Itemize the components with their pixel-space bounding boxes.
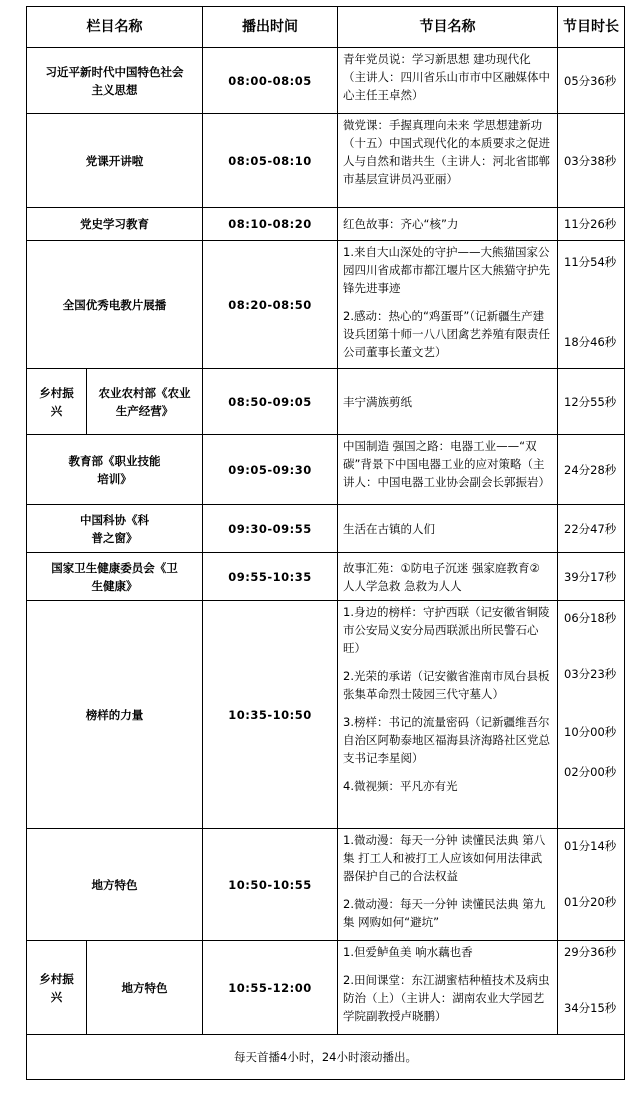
schedule-table (26, 6, 625, 1080)
duration-cell (558, 601, 625, 829)
duration-item: 01分20秒 (564, 895, 617, 909)
header-duration: 节目时长 (558, 7, 625, 48)
table-row (27, 941, 625, 1035)
duration-item: 06分18秒 (564, 611, 617, 625)
program-name-cell (338, 601, 558, 829)
air-time-cell: 09:55-10:35 (203, 553, 338, 601)
column-name-cell: 全国优秀电教片展播 (27, 241, 203, 369)
program-item: 1.微动漫：每天一分钟 读懂民法典 第八集 打工人和被打工人应该如何用法律武器保护自己的合法权益 (343, 833, 546, 883)
program-name-cell: 青年党员说：学习新思想 建功现代化（主讲人：四川省乐山市市中区融媒体中心主任王卓然） (338, 48, 558, 114)
program-name-cell: 微党课：手握真理向未来 学思想建新功（十五）中国式现代化的本质要求之促进人与自然和谐共生（主讲人：河北省邯郸市基层宣讲员冯亚丽） (338, 114, 558, 208)
header-program-name: 节目名称 (338, 7, 558, 48)
table-row (27, 829, 625, 941)
program-name-cell (338, 241, 558, 369)
duration-item: 11分54秒 (564, 255, 617, 269)
footer-note: 每天首播4小时，24小时滚动播出。 (27, 1035, 625, 1080)
column-group-cell: 乡村振兴 (27, 369, 87, 435)
program-item: 4.微视频：平凡亦有光 (343, 779, 458, 793)
column-name-cell: 习近平新时代中国特色社会主义思想 (27, 48, 203, 114)
column-name-cell: 党史学习教育 (27, 208, 203, 241)
program-name-cell: 故事汇苑：①防电子沉迷 强家庭教育②人人学急救 急救为人人 (338, 553, 558, 601)
duration-item: 34分15秒 (564, 1001, 617, 1015)
duration-item: 02分00秒 (564, 765, 617, 779)
program-item: 1.来自大山深处的守护——大熊猫国家公园四川省成都市都江堰片区大熊猫守护先锋先进事迹 (343, 245, 550, 295)
column-group-cell: 乡村振兴 (27, 941, 87, 1035)
table-row (27, 208, 625, 241)
duration-cell: 24分28秒 (558, 435, 625, 505)
duration-cell: 12分55秒 (558, 369, 625, 435)
program-item: 2.光荣的承诺（记安徽省淮南市凤台县板张集革命烈士陵园三代守墓人） (343, 669, 550, 701)
table-row (27, 241, 625, 369)
header-column-name: 栏目名称 (27, 7, 203, 48)
duration-cell: 05分36秒 (558, 48, 625, 114)
column-name-cell: 教育部《职业技能培训》 (27, 435, 203, 505)
air-time-cell: 08:05-08:10 (203, 114, 338, 208)
column-name-cell: 榜样的力量 (27, 601, 203, 829)
program-name-cell: 丰宁满族剪纸 (338, 369, 558, 435)
table-row (27, 435, 625, 505)
air-time-cell: 08:10-08:20 (203, 208, 338, 241)
air-time-cell: 09:30-09:55 (203, 505, 338, 553)
duration-cell: 22分47秒 (558, 505, 625, 553)
duration-item: 01分14秒 (564, 839, 617, 853)
program-name-cell: 中国制造 强国之路：电器工业——“双碳”背景下中国电器工业的应对策略（主讲人：中国电器工业协会副会长郭振岩） (338, 435, 558, 505)
air-time-cell: 08:00-08:05 (203, 48, 338, 114)
program-item: 2.田间课堂：东江湖蜜桔种植技术及病虫防治（上）（主讲人：湖南农业大学园艺学院副教授卢晓鹏） (343, 973, 550, 1023)
program-name-cell: 生活在古镇的人们 (338, 505, 558, 553)
column-name-cell: 农业农村部《农业生产经营》 (87, 369, 203, 435)
column-name-cell: 地方特色 (27, 829, 203, 941)
column-name-cell: 中国科协《科普之窗》 (27, 505, 203, 553)
table-row (27, 369, 625, 435)
program-item: 3.榜样：书记的流量密码（记新疆维吾尔自治区阿勒泰地区福海县济海路社区党总支书记李星阅） (343, 715, 550, 765)
duration-cell: 11分26秒 (558, 208, 625, 241)
table-row (27, 114, 625, 208)
duration-cell (558, 941, 625, 1035)
program-item: 1.身边的榜样：守护西联（记安徽省铜陵市公安局义安分局西联派出所民警石心旺） (343, 605, 550, 655)
air-time-cell: 08:50-09:05 (203, 369, 338, 435)
header-air-time: 播出时间 (203, 7, 338, 48)
footer-row (27, 1035, 625, 1080)
air-time-cell: 08:20-08:50 (203, 241, 338, 369)
program-item: 2.微动漫：每天一分钟 读懂民法典 第九集 网购如何“避坑” (343, 897, 546, 929)
duration-cell (558, 241, 625, 369)
air-time-cell: 10:35-10:50 (203, 601, 338, 829)
duration-cell: 03分38秒 (558, 114, 625, 208)
duration-cell: 39分17秒 (558, 553, 625, 601)
duration-item: 03分23秒 (564, 667, 617, 681)
program-name-cell: 红色故事：齐心“核”力 (338, 208, 558, 241)
duration-item: 29分36秒 (564, 945, 617, 959)
table-row (27, 505, 625, 553)
air-time-cell: 09:05-09:30 (203, 435, 338, 505)
duration-item: 18分46秒 (564, 335, 617, 349)
table-row (27, 601, 625, 829)
duration-cell (558, 829, 625, 941)
column-name-cell: 地方特色 (87, 941, 203, 1035)
program-item: 1.但爱鲈鱼美 响水藕也香 (343, 945, 473, 959)
air-time-cell: 10:55-12:00 (203, 941, 338, 1035)
program-item: 2.感动：热心的“鸡蛋哥”（记新疆生产建设兵团第十师一八八团禽艺养殖有限责任公司董事长董文艺） (343, 309, 550, 359)
air-time-cell: 10:50-10:55 (203, 829, 338, 941)
table-row (27, 48, 625, 114)
program-name-cell (338, 941, 558, 1035)
table-row (27, 553, 625, 601)
column-name-cell: 党课开讲啦 (27, 114, 203, 208)
column-name-cell: 国家卫生健康委员会《卫生健康》 (27, 553, 203, 601)
duration-item: 10分00秒 (564, 725, 617, 739)
program-name-cell (338, 829, 558, 941)
header-row (27, 7, 625, 48)
